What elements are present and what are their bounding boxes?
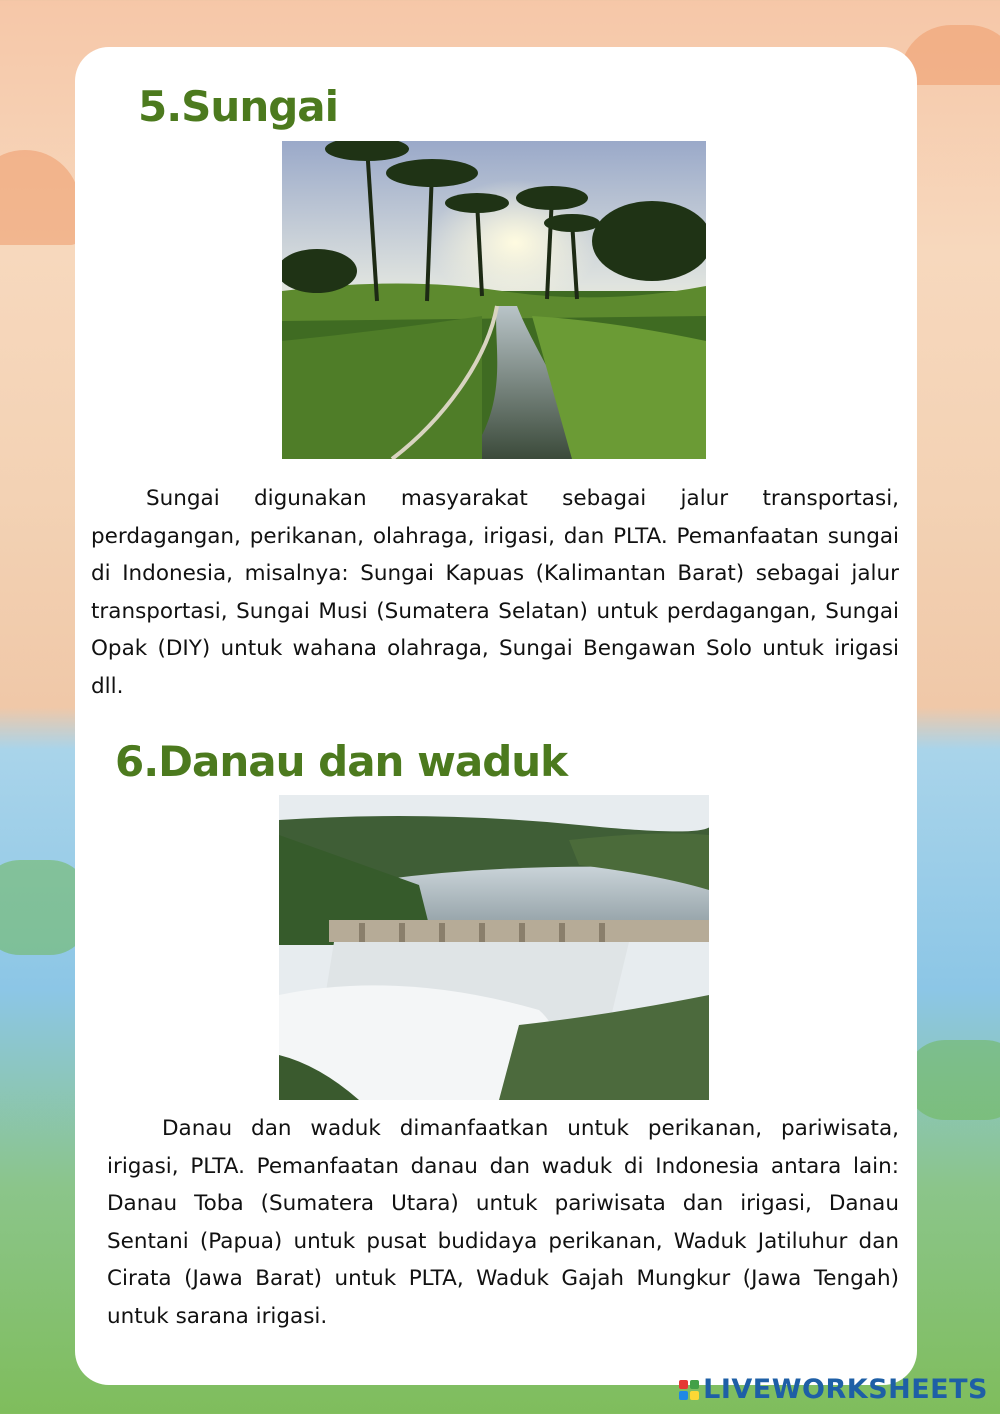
mark-square [690,1380,699,1389]
section-heading-danau-waduk: 6.Danau dan waduk [115,737,568,786]
background-stroke [0,150,80,245]
river-illustration [282,141,706,459]
section-heading-sungai: 5.Sungai [138,82,339,131]
mark-square [679,1380,688,1389]
liveworksheets-mark-icon [679,1380,699,1400]
mark-square [679,1391,688,1400]
river-photo [282,141,706,459]
dam-illustration [279,795,709,1100]
section-paragraph-danau-waduk: Danau dan waduk dimanfaatkan untuk perikanan, pariwisata, irigasi, PLTA. Pemanfaatan danau dan waduk di Indonesia antara lain: Danau Toba (Sumatera Utara) untuk pariwisata dan irigasi, Danau Sentani (Papua) untuk pusat budidaya perikanan, Waduk Jatiluhur dan Cirata (Jawa Barat) untuk PLTA, Waduk Gajah Mungkur (Jawa Tengah) untuk sarana irigasi. [107,1116,899,1329]
brand-name: LIVEWORKSHEETS [703,1374,988,1405]
liveworksheets-logo[interactable] [679,1374,988,1405]
dam-photo [279,795,709,1100]
background-stroke [905,1040,1000,1120]
mark-square [690,1391,699,1400]
section-paragraph-sungai: Sungai digunakan masyarakat sebagai jalur transportasi, perdagangan, perikanan, olahraga, irigasi, dan PLTA. Pemanfaatan sungai di Indonesia, misalnya: Sungai Kapuas (Kalimantan Barat) sebagai jalur transportasi, Sungai Musi (Sumatera Selatan) untuk perdagangan, Sungai Opak (DIY) untuk wahana olahraga, Sungai Bengawan Solo untuk irigasi dll. [91,486,899,699]
